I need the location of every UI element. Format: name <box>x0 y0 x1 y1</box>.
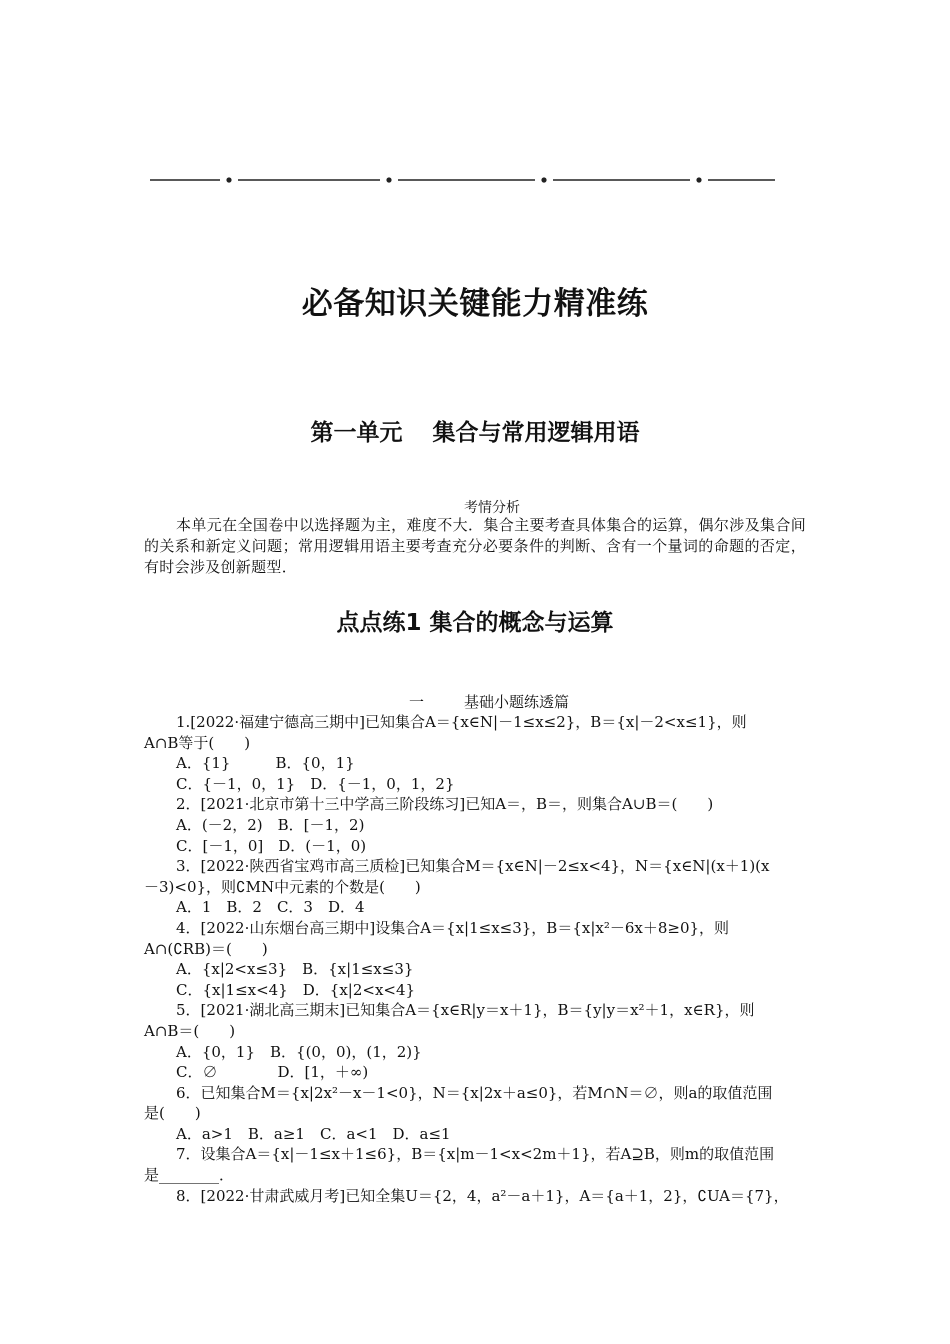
answer-option-line: A．{x|2<x≤3} B．{x|1≤x≤3} <box>176 960 414 979</box>
analysis-paragraph: 本单元在全国卷中以选择题为主，难度不大．集合主要考查具体集合的运算，偶尔涉及集合间的关系和新定义问题；常用逻辑用语主要考查充分必要条件的判断、含有一个量词的命题的否定，有时会涉及创新题型． <box>144 516 806 576</box>
answer-option-line: C．{x|1≤x<4} D．{x|2<x<4} <box>176 980 416 999</box>
question-line: －3)<0}，则∁MN中元素的个数是( ) <box>144 877 421 896</box>
question-line: 1.[2022·福建宁德高三期中]已知集合A＝{x∈N|－1≤x≤2}，B＝{x|－2<x≤1}，则 <box>176 713 747 731</box>
question-line: 7．设集合A＝{x|－1≤x＋1≤6}，B＝{x|m－1<x<2m＋1}，若A⊇B，则m的取值范围 <box>176 1145 775 1164</box>
answer-option-line: A．a>1 B．a≥1 C．a<1 D．a≤1 <box>176 1124 451 1143</box>
answer-option-line: A．{0，1} B．{(0，0)，(1，2)} <box>176 1042 422 1061</box>
question-line: 是________． <box>144 1166 235 1185</box>
answer-option-line: C．{－1，0，1} D．{－1，0，1，2} <box>176 774 455 793</box>
question-line: 是( ) <box>144 1104 201 1123</box>
decorative-divider <box>150 170 775 190</box>
answer-option-line: A．(－2，2) B．[－1，2) <box>176 815 365 834</box>
unit-name: 集合与常用逻辑用语 <box>432 420 640 446</box>
question-line: A∩B＝( ) <box>144 1021 236 1040</box>
question-line: 3．[2022·陕西省宝鸡市高三质检]已知集合M＝{x∈N|－2≤x<4}，N＝{x∈N|(x＋1)(x <box>176 857 770 876</box>
sub-heading-label: 基础小题练透篇 <box>464 693 570 711</box>
sub-heading-number: 一 <box>408 693 424 711</box>
unit-title <box>0 414 950 447</box>
question-line: 8．[2022·甘肃武威月考]已知全集U＝{2，4，a²－a＋1}，A＝{a＋1，2}，∁UA＝{7}， <box>176 1186 789 1205</box>
answer-option-line: C．[－1，0] D．(－1，0) <box>176 836 367 855</box>
answer-option-line: A．1 B．2 C．3 D．4 <box>176 898 365 917</box>
question-list <box>144 712 806 1206</box>
unit-number: 第一单元 <box>310 420 403 446</box>
question-line: 4．[2022·山东烟台高三期中]设集合A＝{x|1≤x≤3}，B＝{x|x²－6x＋8≥0}，则 <box>176 918 730 937</box>
answer-option-line: A．{1} B．{0，1} <box>176 754 355 773</box>
question-line: 6．已知集合M＝{x|2x²－x－1<0}，N＝{x|2x＋a≤0}，若M∩N＝∅，则a的取值范围 <box>176 1083 773 1102</box>
page-title: 必备知识关键能力精准练 <box>301 286 649 322</box>
question-line: A∩B等于( ) <box>144 733 251 752</box>
question-line: 2．[2021·北京市第十三中学高三阶段练习]已知A＝，B＝，则集合A∪B＝( ) <box>176 795 714 814</box>
section-title: 点点练1 集合的概念与运算 <box>336 610 614 636</box>
answer-option-line: C．∅ D．[1，＋∞) <box>176 1063 369 1082</box>
question-line: A∩(∁RB)＝( ) <box>144 939 268 958</box>
sub-heading <box>0 691 950 712</box>
analysis-heading: 考情分析 <box>464 500 520 516</box>
question-line: 5．[2021·湖北高三期末]已知集合A＝{x∈R|y＝x＋1}，B＝{y|y＝x²＋1，x∈R}，则 <box>176 1001 755 1020</box>
